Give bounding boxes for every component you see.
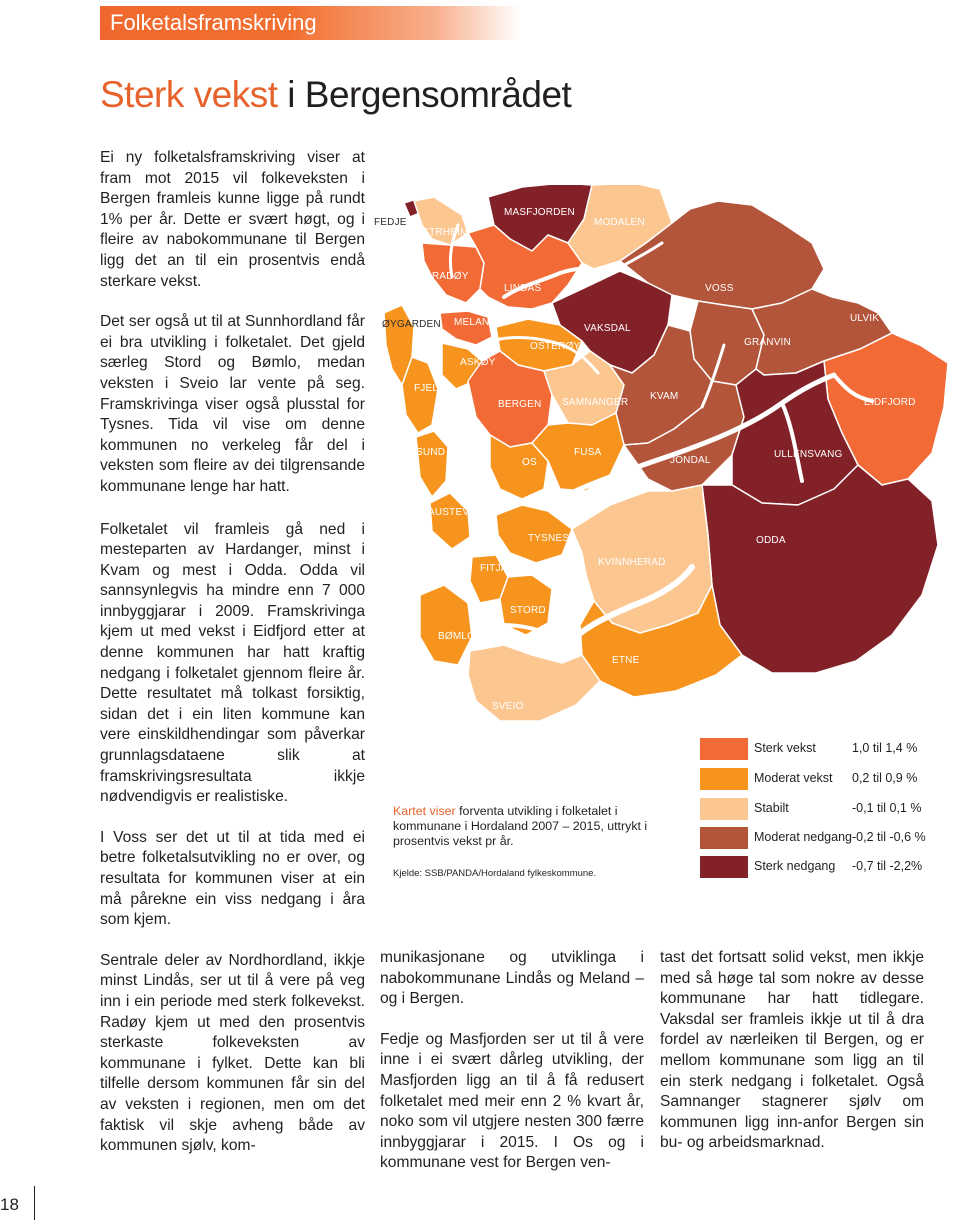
region-austevoll bbox=[430, 493, 470, 549]
legend-label: Stabilt bbox=[754, 801, 789, 815]
map-label: TYSNES bbox=[528, 533, 570, 544]
legend-label: Moderat vekst bbox=[754, 771, 833, 785]
legend-row bbox=[700, 856, 940, 878]
map-label: MODALEN bbox=[594, 217, 645, 228]
map-label: ULLENSVANG bbox=[774, 449, 843, 460]
map-label: OSTERØY bbox=[530, 341, 581, 352]
map-label: FJELL bbox=[414, 383, 444, 394]
map-label: STORD bbox=[510, 605, 546, 616]
map-label: MELAND bbox=[454, 317, 497, 328]
map-label: JONDAL bbox=[670, 455, 711, 466]
legend-label: Moderat nedgang bbox=[754, 830, 852, 844]
map-label: ULVIK bbox=[850, 313, 880, 324]
section-title: Folketalsframskriving bbox=[110, 10, 317, 35]
map-label: EIDFJORD bbox=[864, 397, 916, 408]
legend-range: 1,0 til 1,4 % bbox=[852, 741, 918, 755]
legend-range: 0,2 til 0,9 % bbox=[852, 771, 918, 785]
map-label: ODDA bbox=[756, 535, 786, 546]
legend-label: Sterk nedgang bbox=[754, 859, 836, 873]
map-label: KVAM bbox=[650, 391, 679, 402]
map-label: AUSTEVOLL bbox=[428, 507, 489, 518]
region-sveio bbox=[468, 645, 600, 721]
map-label: VAKSDAL bbox=[584, 323, 631, 334]
hordaland-map bbox=[372, 185, 952, 730]
legend-swatch bbox=[700, 798, 748, 820]
legend-row bbox=[700, 827, 940, 849]
map-label: FITJAR bbox=[480, 563, 516, 574]
paragraph: Fedje og Masfjorden ser ut til å vere inne i ei svært dårleg utvikling, der Masfjorden ligg an til å få redusert folketalet med meir enn 2 % kvart år, noko som vil utgjere nesten 300 færre innbyggjarar i 2015. I Os og i kommunane vest for Bergen ven- bbox=[380, 1030, 644, 1172]
map-label: SUND bbox=[416, 447, 446, 458]
legend-range: -0,7 til -2,2% bbox=[852, 859, 923, 873]
map-label: SVEIO bbox=[492, 701, 524, 712]
map-label: FUSA bbox=[574, 447, 602, 458]
map-label: OS bbox=[522, 457, 537, 468]
legend-range: -0,2 til -0,6 % bbox=[852, 830, 926, 844]
map-label: FEDJE bbox=[374, 217, 407, 228]
title-accent: Sterk vekst bbox=[100, 74, 278, 115]
legend-swatch bbox=[700, 738, 748, 760]
map-label: RADØY bbox=[432, 271, 469, 282]
legend-label: Sterk vekst bbox=[754, 741, 816, 755]
map-label: GRANVIN bbox=[744, 337, 791, 348]
region-sund bbox=[416, 431, 448, 497]
map-label: ASKØY bbox=[460, 357, 496, 368]
paragraph: Folketalet vil framleis gå ned i mesteparten av Hardanger, minst i Kvam og mest i Odda. Odda vil sannsynlegvis ha mindre enn 7 000 innbyggjarar i 2009. Framskrivinga kjem ut med vekst i Eidfjord etter at denne kommunen har hatt kraftig nedgang i folketalet gjennom fleire år. Dette resultatet må tolkast forsiktig, sidan det i ein liten kommune kan vere einskildhendingar som påverkar grunnlagsdataene slik at framskrivingsresultata ikkje nødvendigvis er realistiske. bbox=[100, 520, 365, 806]
caption-accent: Kartet viser bbox=[393, 804, 456, 818]
paragraph: Ei ny folketalsframskriving viser at fram mot 2015 vil folkeveksten i Bergen framleis kunne ligge på rundt 1% per år. Dette er svært høgt, og i fleire av nabokommunane til Bergen ligg det an til ein prosentvis endå sterkare vekst. bbox=[100, 149, 365, 290]
legend-row bbox=[700, 768, 940, 790]
legend-swatch bbox=[700, 856, 748, 878]
map-label: AUSTRHEIM bbox=[408, 227, 469, 238]
legend-row bbox=[700, 798, 940, 820]
page-divider bbox=[34, 1186, 35, 1220]
map-label: MASFJORDEN bbox=[504, 207, 575, 218]
paragraph: Det ser også ut til at Sunnhordland får ei bra utvikling i folketalet. Det gjeld særleg Stord og Bømlo, medan veksten i Sveio lar vente på seg. Framskrivinga viser også plusstal for Tysnes. Tida vil vise om denne kommunen no verkeleg får del i veksten som fleire av dei tilgrensande kommunane lenge har hatt. bbox=[100, 313, 365, 495]
map-caption bbox=[393, 804, 655, 849]
title-rest: i Bergensområdet bbox=[277, 74, 572, 115]
map-label: ØYGARDEN bbox=[382, 319, 441, 330]
middle-text-column bbox=[380, 948, 644, 1194]
map-label: KVINNHERAD bbox=[598, 557, 666, 568]
region-bomlo bbox=[420, 585, 472, 665]
paragraph: munikasjonane og utviklinga i nabokommunane Lindås og Meland – og i Bergen. bbox=[380, 949, 644, 1008]
region-fjell bbox=[402, 357, 438, 433]
right-text-column bbox=[660, 948, 924, 1174]
map-label: BØMLO bbox=[438, 631, 476, 642]
left-text-column bbox=[100, 148, 365, 1177]
map-label: ETNE bbox=[612, 655, 640, 666]
caption-text: forventa utvikling i folketalet i kommunane i Hordaland 2007 – 2015, uttrykt i prosentvis vekst pr år. bbox=[393, 804, 648, 848]
legend-swatch bbox=[700, 827, 748, 849]
map-source: Kjelde: SSB/PANDA/Hordaland fylkeskommune. bbox=[393, 868, 597, 879]
region-odda bbox=[702, 465, 938, 673]
page-number: 18 bbox=[0, 1195, 19, 1214]
paragraph: I Voss ser det ut til at tida med ei betre folketalsutvikling no er over, og resultata for kommunen viser at ein må pårekne ein viss nedgang i åra som kjem. bbox=[100, 828, 365, 929]
paragraph: tast det fortsatt solid vekst, men ikkje med så høge tal som nokre av desse kommunane har hatt tidlegare. Vaksdal ser framleis ikkje ut til å dra fordel av nærleiken til Bergen, og er mellom kommunane som ligg an til ein sterk nedgang i folketalet. Også Samnanger stagnerer sjølv om kommunen ligg inn-anfor Bergen sin bu- og arbeidsmarknad. bbox=[660, 949, 924, 1152]
map-label: SAMNANGER bbox=[562, 397, 629, 408]
map-label: LINDÅS bbox=[504, 283, 542, 294]
legend-swatch bbox=[700, 768, 748, 790]
legend-row bbox=[700, 738, 940, 760]
map-label: VOSS bbox=[705, 283, 734, 294]
section-banner bbox=[100, 6, 520, 40]
map-label: BERGEN bbox=[498, 399, 542, 410]
legend-range: -0,1 til 0,1 % bbox=[852, 801, 922, 815]
paragraph: Sentrale deler av Nordhordland, ikkje minst Lindås, ser ut til å vere på veg inn i ein periode med sterk folkevekst. Radøy kjem ut med den prosentvis sterkaste folkeveksten av kommunane i fylket. Dette kan bli tilfelle dersom kommunen får sin del av veksten i regionen, men om det faktisk vil skje avheng både av kommunen sjølv, kom- bbox=[100, 951, 365, 1155]
page-title bbox=[100, 74, 571, 116]
